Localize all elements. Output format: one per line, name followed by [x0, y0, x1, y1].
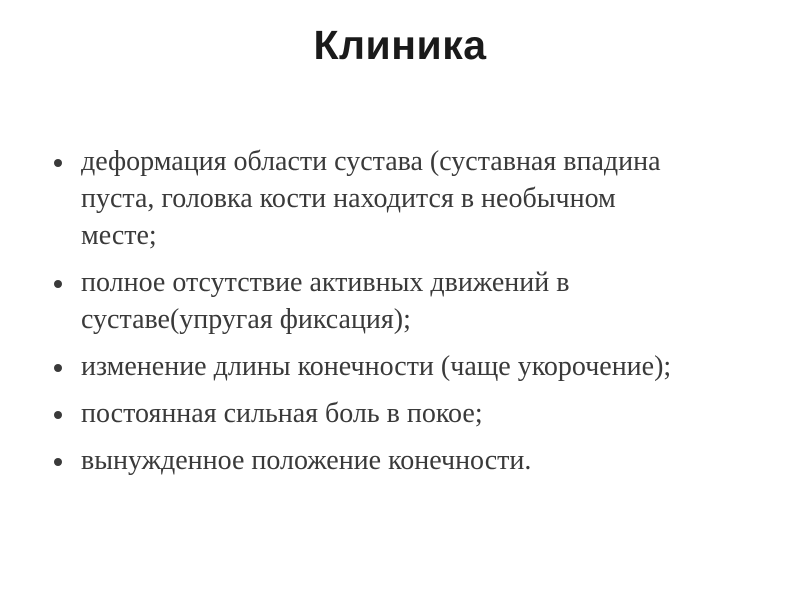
bullet-item-1 [46, 143, 686, 254]
bullet-text: изменение длины конечности (чаще укорочение); [81, 351, 672, 382]
bullet-item-5 [46, 442, 686, 479]
bullet-text: полное отсутствие активных движений в суставе(упругая фиксация); [81, 267, 570, 335]
slide-title: Клиника [313, 22, 487, 68]
bullet-dot-icon [54, 364, 62, 372]
bullet-text: вынужденное положение конечности. [81, 445, 532, 476]
bullet-item-2 [46, 264, 686, 338]
bullet-text: деформация области сустава (суставная впадина пуста, головка кости находится в необычном месте; [81, 146, 661, 251]
bullet-item-3 [46, 348, 686, 385]
bullet-list [46, 143, 686, 489]
bullet-dot-icon [54, 458, 62, 466]
bullet-item-4 [46, 395, 686, 432]
bullet-text: постоянная сильная боль в покое; [81, 398, 483, 429]
bullet-dot-icon [54, 159, 62, 167]
bullet-dot-icon [54, 411, 62, 419]
bullet-dot-icon [54, 280, 62, 288]
